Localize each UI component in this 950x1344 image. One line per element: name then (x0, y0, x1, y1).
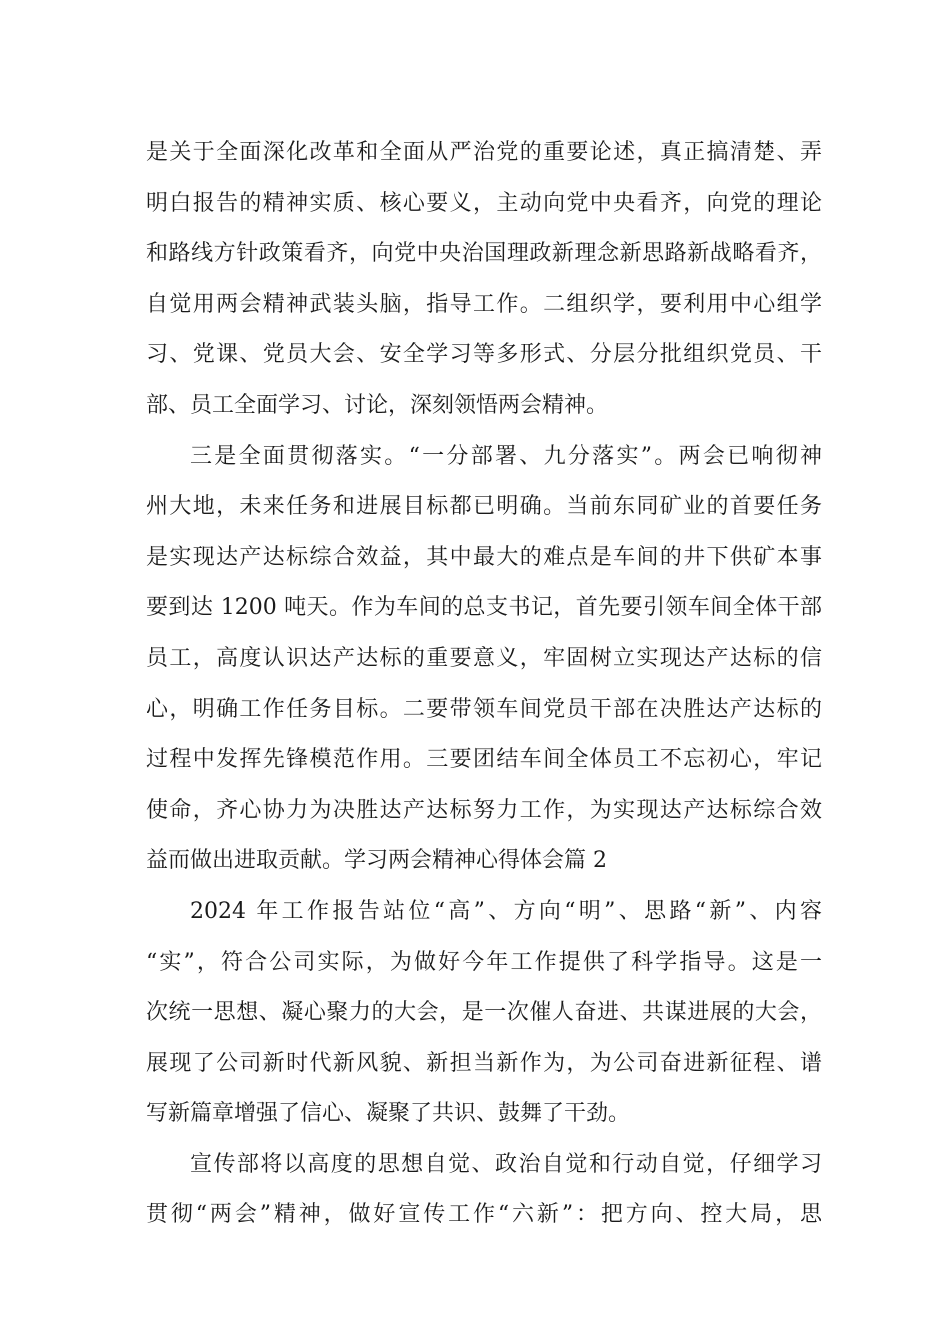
text-line: 是关于全面深化改革和全面从严治党的重要论述，真正搞清楚、弄 (146, 140, 822, 165)
text-line: 展现了公司新时代新风貌、新担当新作为，为公司奋进新征程、谱 (146, 1050, 822, 1076)
text-line: 过程中发挥先锋模范作用。三要团结车间全体员工不忘初心，牢记 (146, 747, 822, 773)
text-line: 要到达 1200 吨天。作为车间的总支书记，首先要引领车间全体干部 (146, 595, 822, 621)
text-line: 心，明确工作任务目标。二要带领车间党员干部在决胜达产达标的 (146, 696, 822, 722)
paragraph-first-line: 宣传部将以高度的思想自觉、政治自觉和行动自觉，仔细学习 (190, 1151, 822, 1177)
text-line: 使命，齐心协力为决胜达产达标努力工作，为实现达产达标综合效 (146, 797, 822, 823)
text-line: 自觉用两会精神武装头脑，指导工作。二组织学，要利用中心组学 (146, 291, 822, 317)
text-line: 贯彻“两会”精神，做好宣传工作“六新”：把方向、控大局，思 (146, 1202, 822, 1228)
text-line: “实”，符合公司实际，为做好今年工作提供了科学指导。这是一 (146, 949, 822, 975)
text-line: 部、员工全面学习、讨论，深刻领悟两会精神。 (146, 392, 609, 418)
text-line: 习、党课、党员大会、安全学习等多形式、分层分批组织党员、干 (146, 342, 822, 368)
text-line: 益而做出进取贡献。学习两会精神心得体会篇 2 (146, 848, 607, 874)
paragraph-first-line: 2024 年工作报告站位“高”、方向“明”、思路“新”、内容 (190, 898, 822, 924)
text-line: 明白报告的精神实质、核心要义，主动向党中央看齐，向党的理论 (146, 190, 822, 216)
text-line: 是实现达产达标综合效益，其中最大的难点是车间的井下供矿本事 (146, 544, 822, 570)
text-line: 写新篇章增强了信心、凝聚了共识、鼓舞了干劲。 (146, 1101, 631, 1127)
text-line: 员工，高度认识达产达标的重要意义，牢固树立实现达产达标的信 (146, 645, 822, 671)
paragraph-first-line: 三是全面贯彻落实。“一分部署、九分落实”。两会已响彻神 (190, 443, 822, 469)
text-line: 次统一思想、凝心聚力的大会，是一次催人奋进、共谋进展的大会， (146, 1000, 822, 1026)
text-line: 州大地，未来任务和进展目标都已明确。当前东同矿业的首要任务 (146, 494, 822, 520)
document-body (146, 128, 822, 1241)
text-line: 和路线方针政策看齐，向党中央治国理政新理念新思路新战略看齐， (146, 241, 822, 267)
